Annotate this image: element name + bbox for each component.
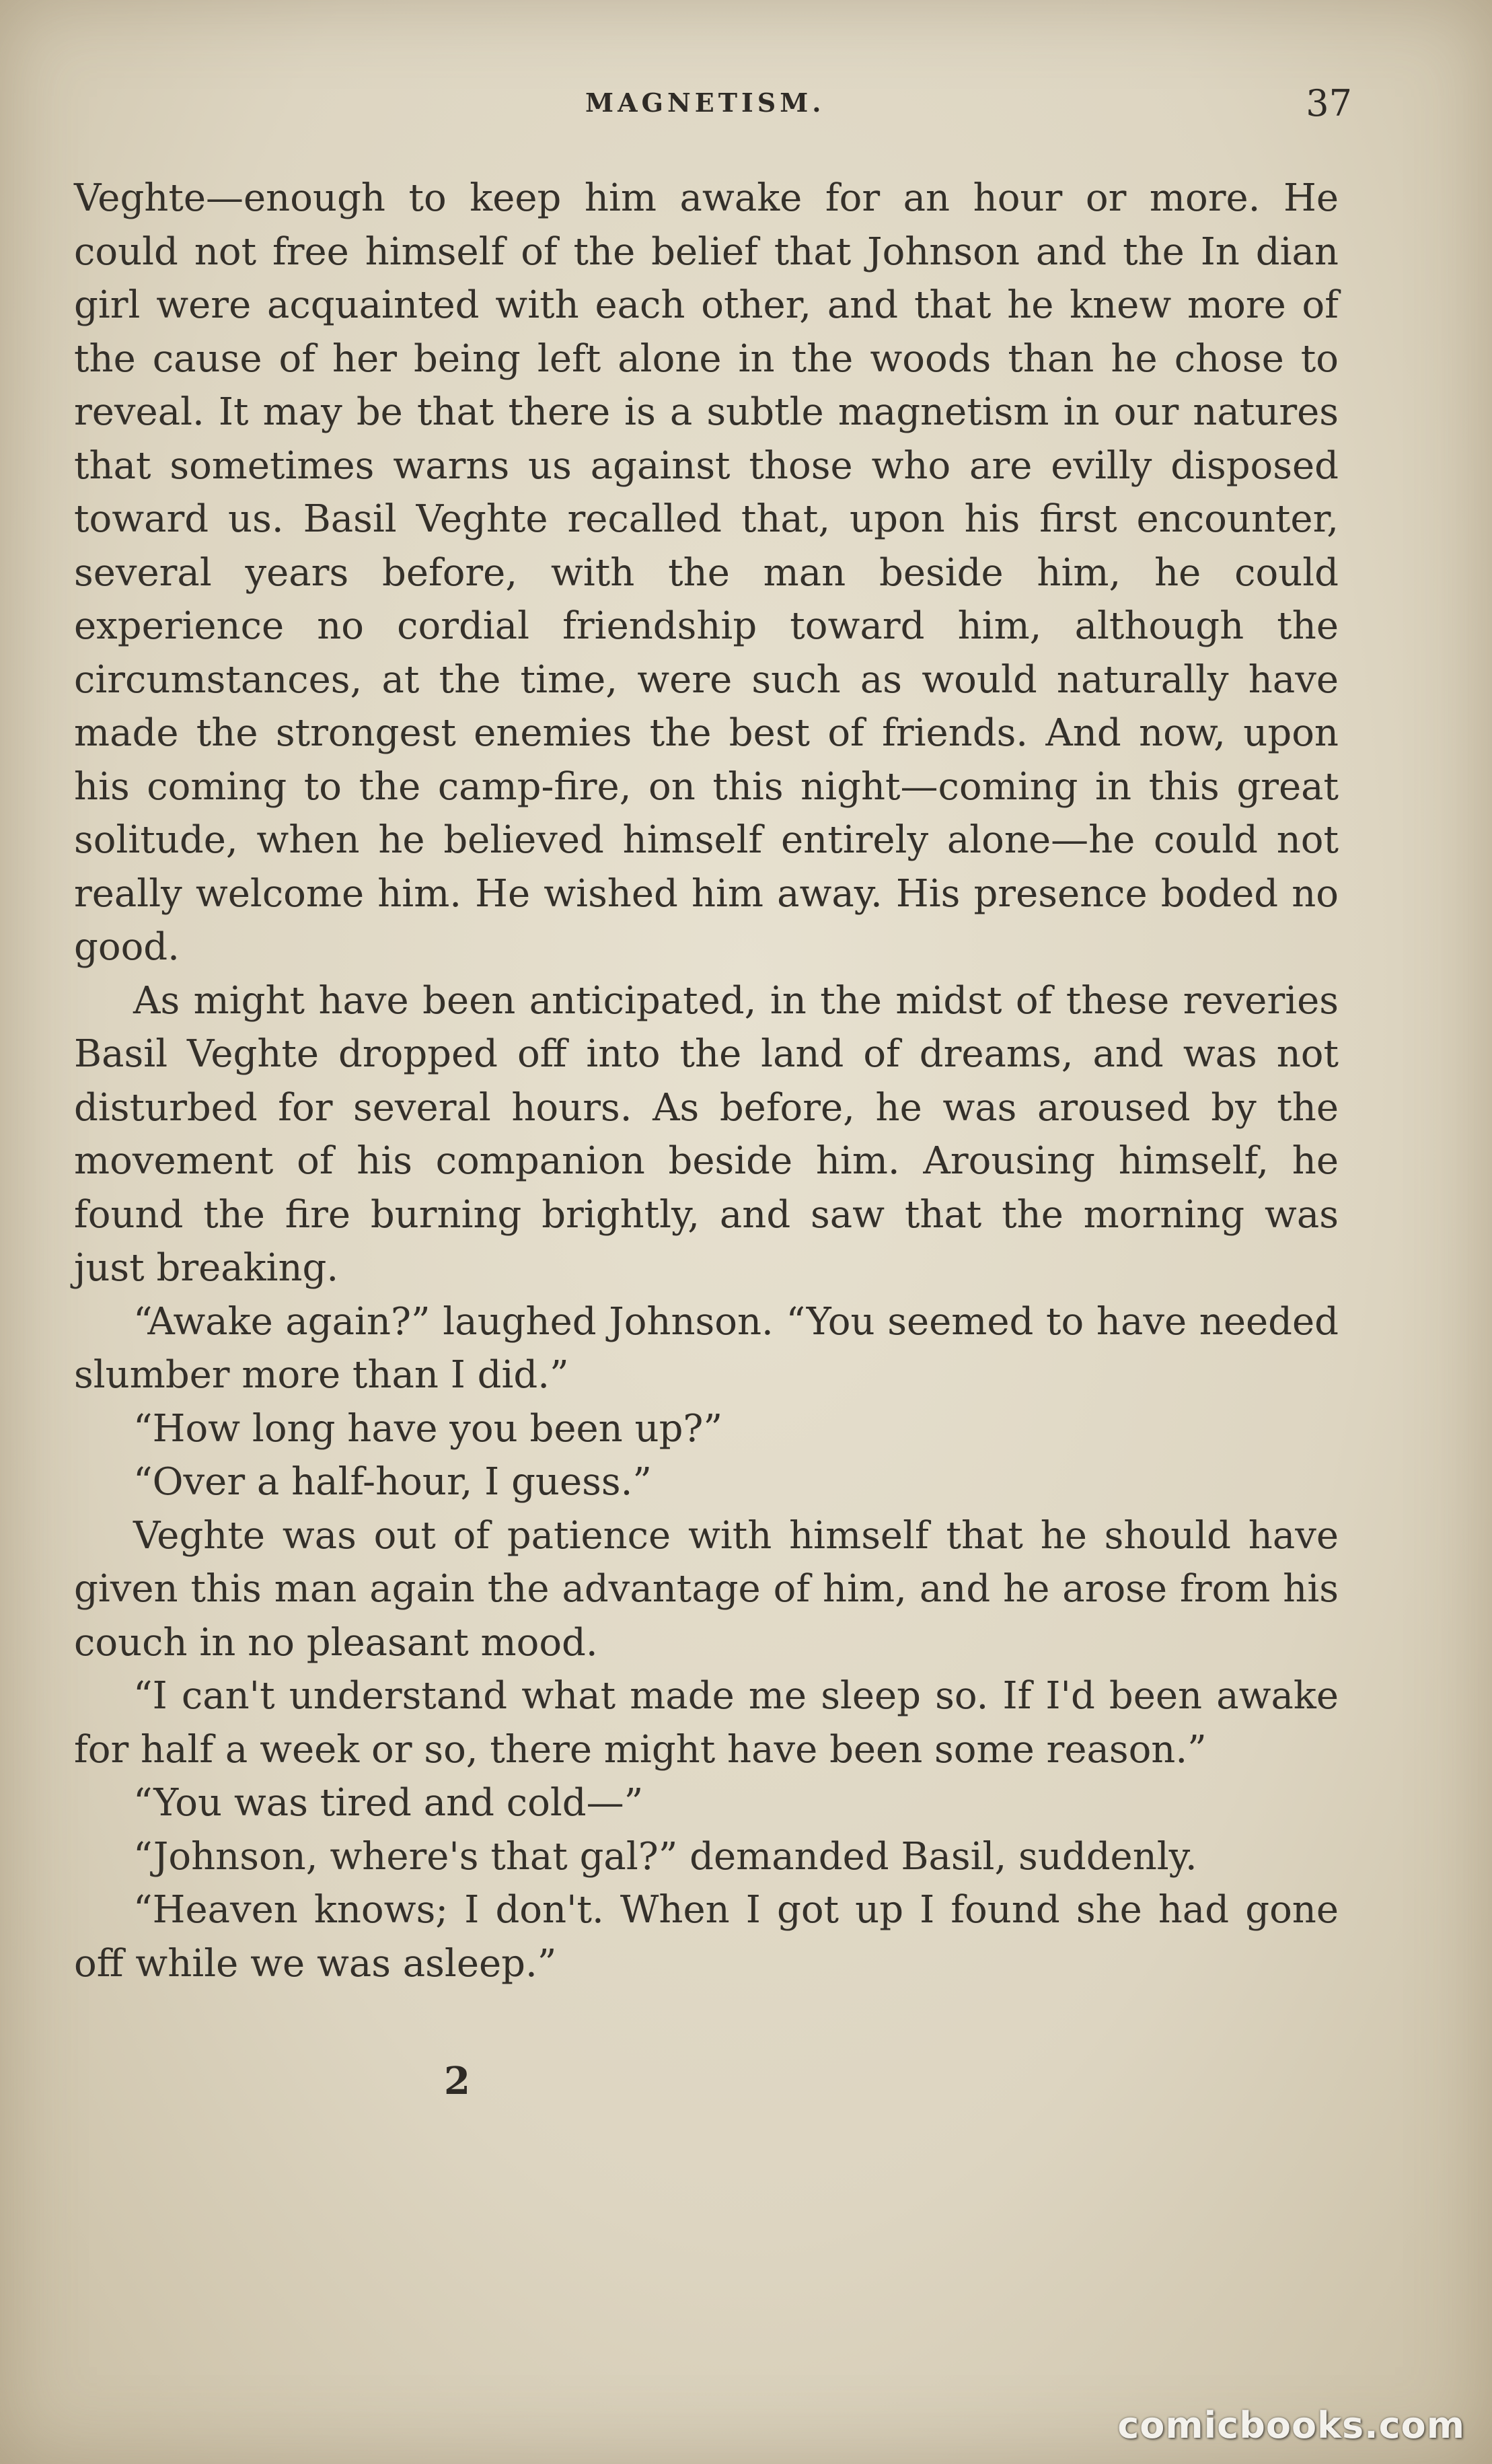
paragraph: “Awake again?” laughed Johnson. “You seemed to have needed slumber more than I did.”	[74, 1299, 1339, 1397]
paragraph: “Over a half-hour, I guess.”	[133, 1460, 652, 1504]
running-head	[74, 74, 1352, 135]
paragraph: Veghte was out of patience with himself that he should have given this man again the advantage of him, and he arose from his couch in no pleasant mood.	[74, 1513, 1339, 1665]
body-text	[74, 172, 1339, 1990]
paragraph: “Heaven knows; I don't. When I got up I found she had gone off while we was asleep.”	[74, 1888, 1339, 1986]
page-number: 37	[1306, 82, 1352, 124]
paragraph: “I can't understand what made me sleep so. If I'd been awake for half a week or so, there might have been some reason.”	[74, 1674, 1339, 1772]
signature-mark: 2	[444, 2059, 470, 2103]
paragraph: “How long have you been up?”	[133, 1406, 723, 1451]
paragraph: “Johnson, where's that gal?” demanded Basil, suddenly.	[133, 1834, 1197, 1879]
running-head-title: MAGNETISM.	[585, 87, 825, 118]
watermark: comicbooks.com	[1117, 2404, 1465, 2447]
paragraph: As might have been anticipated, in the midst of these reveries Basil Veghte dropped off into the land of dreams, and was not disturbed for several hours. As before, he was aroused by the movement of his companion beside him. Arousing himself, he found the fire burning brightly, and saw that the morning was just breaking.	[74, 978, 1339, 1290]
paragraph: Veghte—enough to keep him awake for an hour or more. He could not free himself of the belief that Johnson and the In dian girl were acquainted with each other, and that he knew more of the cause of her being left alone in the woods than he chose to reveal. It may be that there is a subtle magnetism in our natures that sometimes warns us against those who are evilly disposed toward us. Basil Veghte recalled that, upon his first encounter, several years before, with the man beside him, he could experience no cordial friendship toward him, although the circumstances, at the time, were such as would naturally have made the strongest enemies the best of friends. And now, upon his coming to the camp-fire, on this night—coming in this great solitude, when he believed himself entirely alone—he could not really welcome him. He wished him away. His presence boded no good.	[74, 176, 1339, 969]
paragraph: “You was tired and cold—”	[133, 1781, 644, 1825]
